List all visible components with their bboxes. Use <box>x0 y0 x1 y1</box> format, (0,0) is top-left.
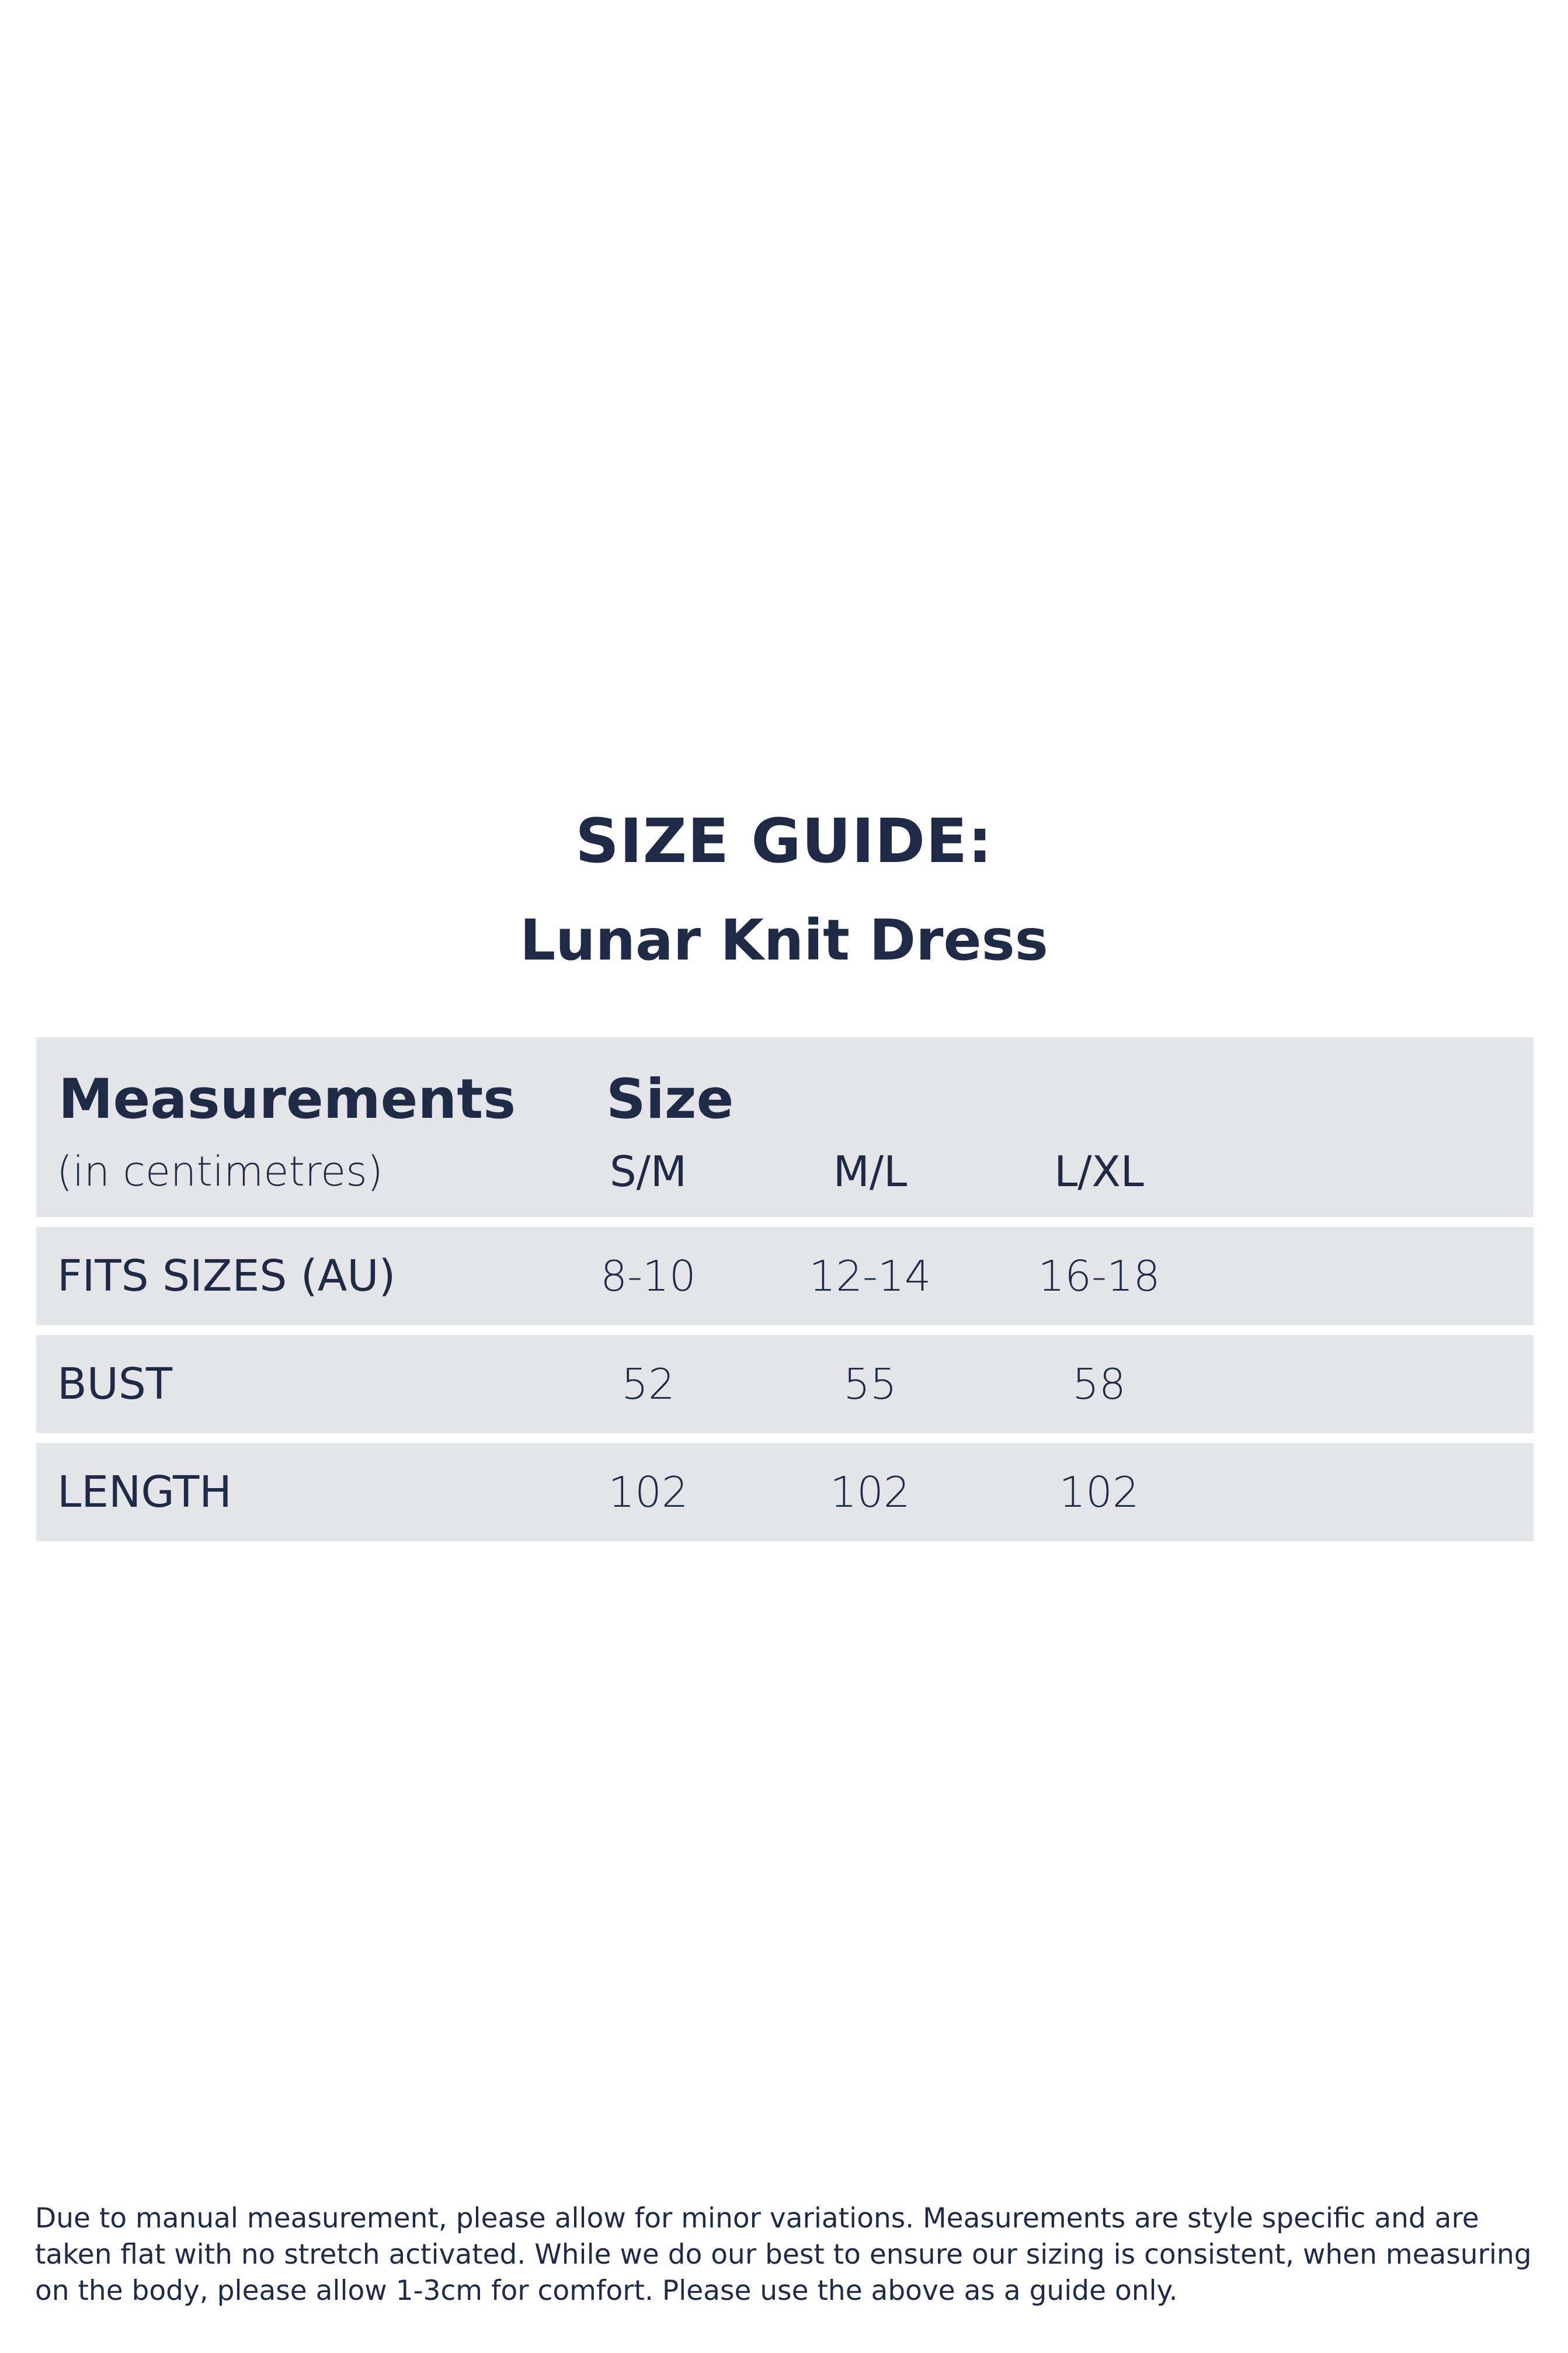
table-cell: 8-10 <box>600 1252 696 1301</box>
table-cell: 102 <box>608 1468 689 1517</box>
table-row-fits-sizes <box>36 1227 1534 1325</box>
column-header-sm: S/M <box>609 1147 687 1196</box>
table-cell: 16-18 <box>1038 1252 1160 1301</box>
table-header-row <box>36 1037 1534 1217</box>
row-label: LENGTH <box>57 1467 232 1517</box>
measurements-heading: Measurements <box>58 1068 516 1131</box>
page-title: SIZE GUIDE: <box>575 805 993 877</box>
table-cell: 102 <box>1059 1468 1139 1517</box>
column-header-lxl: L/XL <box>1054 1147 1144 1196</box>
size-table <box>36 1037 1534 1541</box>
table-cell: 102 <box>830 1468 910 1517</box>
table-row-length <box>36 1443 1534 1541</box>
row-label: BUST <box>57 1359 173 1409</box>
product-name: Lunar Knit Dress <box>520 908 1048 973</box>
size-heading: Size <box>606 1068 734 1131</box>
table-cell: 52 <box>621 1360 675 1409</box>
table-cell: 58 <box>1072 1360 1126 1409</box>
units-label: (in centimetres) <box>57 1148 383 1195</box>
table-cell: 55 <box>843 1360 897 1409</box>
table-cell: 12-14 <box>809 1252 931 1301</box>
column-header-ml: M/L <box>833 1147 908 1196</box>
table-row-bust <box>36 1335 1534 1433</box>
row-label: FITS SIZES (AU) <box>57 1251 396 1301</box>
disclaimer-text: Due to manual measurement, please allow for minor variations. Measurements are style specific and are taken flat with no stretch activated. While we do our best to ensure our sizing is consistent, when measuring on the body, please allow 1-3cm for comfort. Please use the above as a guide only. <box>35 2202 1532 2307</box>
